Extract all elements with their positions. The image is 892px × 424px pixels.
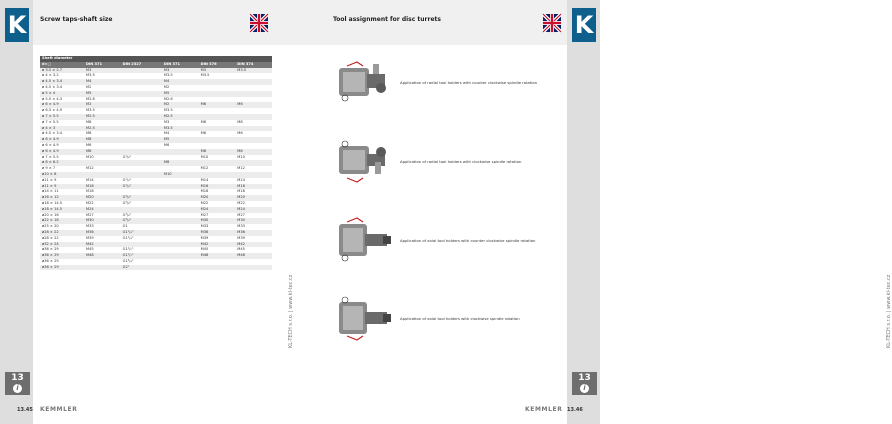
table-cell: M3.5 bbox=[162, 73, 199, 79]
table-cell: M16 bbox=[235, 184, 272, 190]
table-cell: M36 bbox=[84, 230, 121, 236]
table-cell: ø36 × 29 bbox=[40, 247, 84, 253]
footer-brand: KEMMLER bbox=[40, 406, 78, 413]
table-cell: M36 bbox=[199, 230, 236, 236]
table-cell: M48 bbox=[235, 253, 272, 259]
page-number: 13.45 bbox=[17, 407, 33, 413]
table-cell: ø 7 × 5.5 bbox=[40, 120, 84, 126]
uk-flag-icon[interactable] bbox=[543, 14, 561, 32]
table-cell: ø 9 × 7 bbox=[40, 166, 84, 172]
table-cell: G¹/₄" bbox=[121, 184, 162, 190]
table-cell: M42 bbox=[235, 242, 272, 248]
table-cell: M3 bbox=[84, 68, 121, 74]
table-cell: ø14 × 11 bbox=[40, 189, 84, 195]
table-cell: M6 bbox=[199, 131, 236, 137]
table-cell: M12 bbox=[199, 166, 236, 172]
table-cell: M3 bbox=[162, 120, 199, 126]
table-cell: M22 bbox=[84, 201, 121, 207]
table-cell: M33 bbox=[84, 224, 121, 230]
table-cell: M8 bbox=[235, 149, 272, 155]
table-cell: G1¹/₂" bbox=[121, 253, 162, 259]
page-number: 13.46 bbox=[567, 407, 583, 413]
table-cell: M6 bbox=[235, 102, 272, 108]
tool-holder-image bbox=[333, 294, 395, 342]
table-cell: M2.5 bbox=[162, 114, 199, 120]
tool-holder-image bbox=[333, 216, 395, 264]
table-cell: M8 bbox=[84, 149, 121, 155]
chapter-tab[interactable] bbox=[5, 372, 30, 395]
table-cell: M2.5 bbox=[84, 114, 121, 120]
table-cell: ø18 × 14.5 bbox=[40, 207, 84, 213]
table-column-header: DIN 376 bbox=[199, 62, 236, 68]
table-cell: M30 bbox=[84, 218, 121, 224]
table-cell: M5 bbox=[162, 137, 199, 143]
table-cell: G³/₈" bbox=[121, 195, 162, 201]
table-cell: M2 bbox=[162, 102, 199, 108]
table-cell: M14 bbox=[84, 178, 121, 184]
page-title: Screw taps-shaft size bbox=[40, 16, 113, 23]
chapter-number: 13 bbox=[11, 373, 24, 383]
table-cell: ø 5 × 4 bbox=[40, 91, 84, 97]
table-cell: M14 bbox=[235, 178, 272, 184]
table-cell: M6 bbox=[84, 143, 121, 149]
table-cell: M22 bbox=[199, 201, 236, 207]
table-cell: ø 6 × 4.9 bbox=[40, 143, 84, 149]
table-cell: M39 bbox=[84, 236, 121, 242]
tool-holder-image bbox=[333, 136, 395, 184]
footer-brand: KEMMLER bbox=[525, 406, 563, 413]
page-header bbox=[300, 0, 567, 45]
table-cell: M45 bbox=[235, 247, 272, 253]
table-cell: M27 bbox=[199, 213, 236, 219]
table-cell: M20 bbox=[84, 195, 121, 201]
table-cell: M33 bbox=[199, 224, 236, 230]
table-cell: M48 bbox=[199, 253, 236, 259]
holder-caption: Application of radial tool holders with counter clockwise spindle rotation bbox=[400, 80, 538, 85]
table-cell: G³/₄" bbox=[121, 213, 162, 219]
table-column-header: d×□ bbox=[40, 62, 84, 68]
table-cell: ø 8 × 6.2 bbox=[40, 160, 84, 166]
table-cell: M6 bbox=[162, 143, 199, 149]
table-cell: M42 bbox=[199, 242, 236, 248]
table-cell: ø16 × 12 bbox=[40, 195, 84, 201]
table-column-header: DIN 371 bbox=[84, 62, 121, 68]
table-cell: M39 bbox=[235, 236, 272, 242]
table-cell: M2 bbox=[162, 85, 199, 91]
uk-flag-icon[interactable] bbox=[250, 14, 268, 32]
table-cell: ø10 × 8 bbox=[40, 172, 84, 178]
table-cell: G1¹/₂" bbox=[121, 247, 162, 253]
table-cell: ø 5.5 × 4.3 bbox=[40, 97, 84, 103]
table-cell: ø 6 × 4.9 bbox=[40, 149, 84, 155]
table-cell: M30 bbox=[199, 218, 236, 224]
table-cell: M48 bbox=[84, 253, 121, 259]
table-cell: M8 bbox=[199, 149, 236, 155]
table-cell: G2" bbox=[121, 265, 162, 271]
table-cell: M10 bbox=[235, 155, 272, 161]
table-cell: ø 6 × 4.9 bbox=[40, 137, 84, 143]
table-cell: M14 bbox=[199, 178, 236, 184]
table-cell: M16 bbox=[84, 184, 121, 190]
table-cell: M2.6 bbox=[162, 97, 199, 103]
table-cell: M3.5 bbox=[199, 73, 236, 79]
table-cell: M20 bbox=[199, 195, 236, 201]
table-cell: ø11 × 9 bbox=[40, 184, 84, 190]
table-column-header: DIN 374 bbox=[235, 62, 272, 68]
table-cell: M27 bbox=[235, 213, 272, 219]
table-cell: M33 bbox=[235, 224, 272, 230]
shaft-size-table-wrap bbox=[40, 56, 272, 270]
table-cell: G¹/₈" bbox=[121, 155, 162, 161]
table-cell: G1¹/₄" bbox=[121, 230, 162, 236]
table-cell: M20 bbox=[235, 195, 272, 201]
table-cell: ø11 × 9 bbox=[40, 178, 84, 184]
page-title: Tool assignment for disc turrets bbox=[333, 16, 441, 23]
table-cell: ø 6.3 × 4.9 bbox=[40, 108, 84, 114]
table-cell: M16 bbox=[199, 184, 236, 190]
table-cell: M8 bbox=[235, 120, 272, 126]
table-cell: ø22 × 18 bbox=[40, 218, 84, 224]
vertical-url: KL-TECH s.r.o. | www.kl-tec.cz bbox=[288, 274, 294, 348]
chapter-number: 13 bbox=[578, 373, 591, 383]
table-cell: G1¹/₄" bbox=[121, 236, 162, 242]
table-cell: M45 bbox=[84, 247, 121, 253]
table-cell: M3.5 bbox=[235, 68, 272, 74]
table-cell: M2.5 bbox=[84, 126, 121, 132]
table-row bbox=[40, 265, 272, 271]
table-cell: ø36 × 29 bbox=[40, 265, 84, 271]
left-page bbox=[0, 0, 300, 424]
table-cell: M12 bbox=[235, 166, 272, 172]
vertical-url: KL-TECH s.r.o. | www.kl-tec.cz bbox=[886, 274, 892, 348]
table-cell: ø36 × 29 bbox=[40, 253, 84, 259]
shaft-size-table bbox=[40, 56, 272, 270]
table-cell: M5 bbox=[162, 91, 199, 97]
table-cell: ø 4 × 3.2 bbox=[40, 73, 84, 79]
table-cell: ø18 × 14.5 bbox=[40, 201, 84, 207]
table-cell: ø 4.5 × 3.4 bbox=[40, 79, 84, 85]
table-cell: M24 bbox=[84, 207, 121, 213]
table-cell: M10 bbox=[199, 155, 236, 161]
table-cell: ø 7 × 5.5 bbox=[40, 155, 84, 161]
table-cell: M2 bbox=[84, 102, 121, 108]
table-cell: M10 bbox=[84, 155, 121, 161]
table-cell bbox=[235, 265, 272, 271]
table-cell: M8 bbox=[162, 160, 199, 166]
table-cell: ø 4.5 × 3.4 bbox=[40, 85, 84, 91]
holder-caption: Application of axial tool holders with clockwise spindle rotation bbox=[400, 316, 520, 321]
kemmler-logo: K bbox=[5, 8, 29, 42]
table-cell: M45 bbox=[199, 247, 236, 253]
tool-holder-image bbox=[333, 58, 395, 106]
table-cell: M4 bbox=[162, 131, 199, 137]
table-cell: G1 bbox=[121, 224, 162, 230]
table-cell: M3.5 bbox=[162, 108, 199, 114]
table-cell: M18 bbox=[235, 189, 272, 195]
table-group-header: Shaft diameter bbox=[40, 56, 272, 62]
table-cell: ø 4 × 3 bbox=[40, 126, 84, 132]
table-cell: M24 bbox=[199, 207, 236, 213]
table-cell: M22 bbox=[235, 201, 272, 207]
table-cell: M3.5 bbox=[84, 73, 121, 79]
table-cell: M3.5 bbox=[162, 126, 199, 132]
table-cell: ø28 × 22 bbox=[40, 236, 84, 242]
table-cell: M3 bbox=[162, 68, 199, 74]
table-cell: M10 bbox=[162, 172, 199, 178]
table-cell: ø20 × 16 bbox=[40, 213, 84, 219]
table-cell: ø 7 × 5.5 bbox=[40, 114, 84, 120]
table-cell: M4 bbox=[84, 79, 121, 85]
table-cell: M30 bbox=[235, 218, 272, 224]
table-cell: M27 bbox=[84, 213, 121, 219]
table-cell: ø 6 × 4.9 bbox=[40, 102, 84, 108]
table-cell: M6 bbox=[235, 131, 272, 137]
table-cell: G³/₄" bbox=[121, 218, 162, 224]
table-cell: M8 bbox=[199, 120, 236, 126]
table-cell: ø36 × 29 bbox=[40, 259, 84, 265]
table-cell: M36 bbox=[235, 230, 272, 236]
chapter-tab[interactable] bbox=[572, 372, 597, 395]
table-cell bbox=[84, 265, 121, 271]
table-cell: ø25 × 20 bbox=[40, 224, 84, 230]
table-cell: M24 bbox=[235, 207, 272, 213]
table-cell: G1³/₄" bbox=[121, 259, 162, 265]
table-column-header: DIN 371 bbox=[162, 62, 199, 68]
left-sidebar bbox=[0, 0, 33, 424]
table-cell: M8 bbox=[84, 131, 121, 137]
table-cell: M42 bbox=[84, 242, 121, 248]
table-cell: M18 bbox=[199, 189, 236, 195]
table-cell: M12 bbox=[84, 166, 121, 172]
table-cell: M2 bbox=[84, 85, 121, 91]
info-icon: i bbox=[580, 384, 589, 393]
table-cell: M2.6 bbox=[84, 97, 121, 103]
info-icon: i bbox=[13, 384, 22, 393]
table-cell: M3 bbox=[199, 68, 236, 74]
table-cell: M4 bbox=[162, 79, 199, 85]
table-cell bbox=[199, 265, 236, 271]
table-cell bbox=[162, 265, 199, 271]
table-cell: M39 bbox=[199, 236, 236, 242]
table-cell: G¹/₄" bbox=[121, 178, 162, 184]
holder-caption: Application of axial tool holders with counter clockwise spindle rotation bbox=[400, 238, 536, 243]
table-column-header: DIN 2327 bbox=[121, 62, 162, 68]
table-cell: G³/₈" bbox=[121, 201, 162, 207]
table-cell: M8 bbox=[84, 137, 121, 143]
table-cell: M3.5 bbox=[84, 108, 121, 114]
page-header bbox=[33, 0, 300, 45]
table-cell: ø 3.5 × 2.7 bbox=[40, 68, 84, 74]
table-cell: ø 4.5 × 3.4 bbox=[40, 131, 84, 137]
kemmler-logo: K bbox=[572, 8, 596, 42]
holder-caption: Application of radial tool holders with clockwise spindle rotation bbox=[400, 159, 522, 164]
table-cell: M18 bbox=[84, 189, 121, 195]
table-cell: M8 bbox=[84, 120, 121, 126]
right-sidebar bbox=[567, 0, 600, 424]
table-cell: M5 bbox=[84, 91, 121, 97]
table-cell: ø28 × 22 bbox=[40, 230, 84, 236]
table-cell: ø32 × 24 bbox=[40, 242, 84, 248]
table-cell: M6 bbox=[199, 102, 236, 108]
